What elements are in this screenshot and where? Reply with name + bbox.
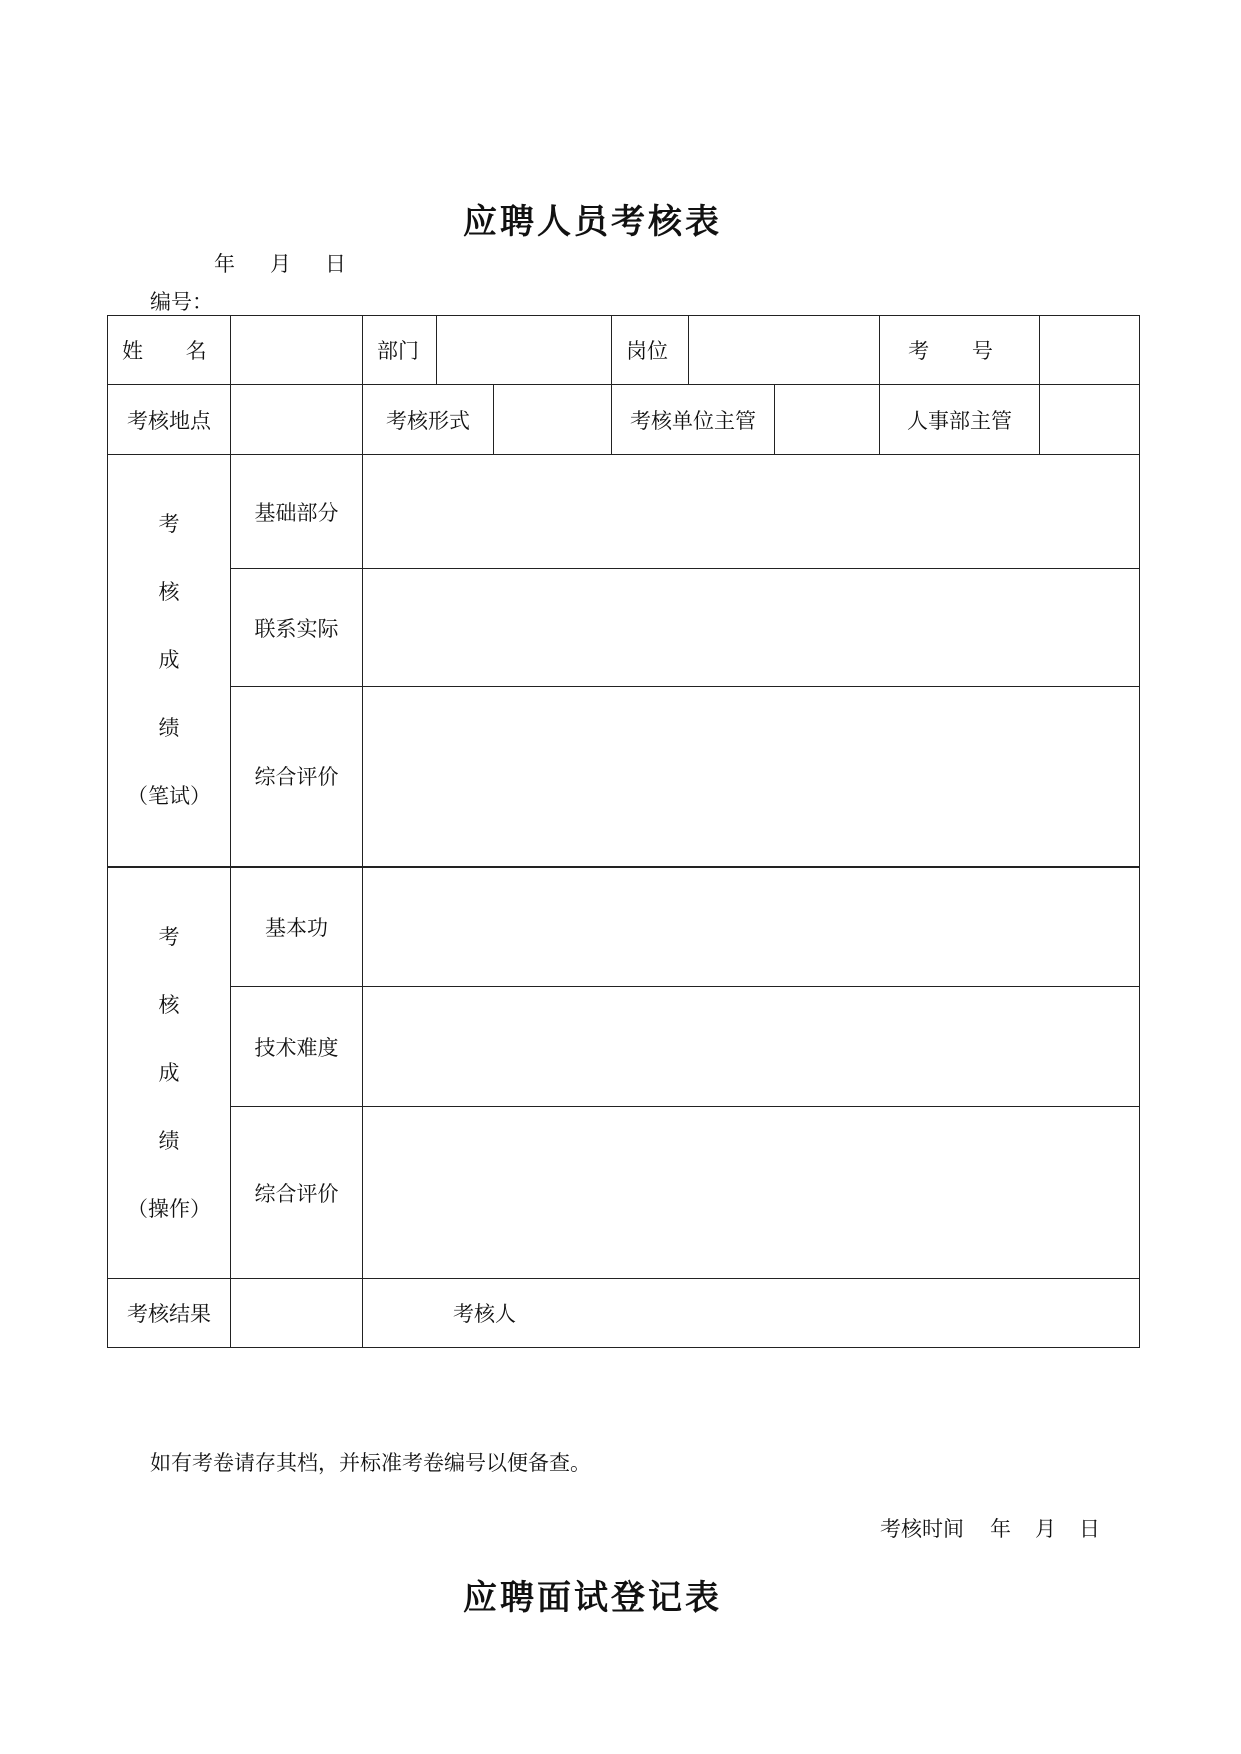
unit-head-value-cell[interactable]	[775, 385, 880, 455]
table-row-written-1	[108, 455, 1140, 569]
form-title: 应聘人员考核表	[463, 202, 722, 242]
department-label: 部门	[363, 316, 437, 385]
table-row-basic-info	[108, 316, 1140, 385]
table-row-written-3	[108, 687, 1140, 867]
location-value-cell[interactable]	[231, 385, 363, 455]
hr-head-label: 人事部主管	[880, 385, 1040, 455]
written-item-basic: 基础部分	[231, 455, 363, 569]
form-label: 考核形式	[363, 385, 494, 455]
position-value-cell[interactable]	[689, 316, 880, 385]
practical-score-label: 考 核 成 绩 （操作）	[108, 867, 231, 1279]
location-label: 考核地点	[108, 385, 231, 455]
written-item-overall: 综合评价	[231, 687, 363, 867]
exam-number-label: 考 号	[880, 316, 1040, 385]
table-row-practical-2	[108, 987, 1140, 1107]
exam-time-month: 月	[1035, 1517, 1056, 1541]
assessment-table	[107, 315, 1140, 1348]
written-overall-value-cell[interactable]	[363, 687, 1140, 867]
examiner-label: 考核人	[453, 1302, 516, 1326]
practical-fundamental-value-cell[interactable]	[363, 867, 1140, 987]
date-month: 月	[270, 252, 291, 276]
form-value-cell[interactable]	[494, 385, 612, 455]
serial-number-label: 编号：	[150, 290, 213, 314]
table-row-practical-1	[108, 867, 1140, 987]
table-row-result	[108, 1279, 1140, 1348]
written-practical-value-cell[interactable]	[363, 569, 1140, 687]
hr-head-value-cell[interactable]	[1040, 385, 1140, 455]
practical-item-overall: 综合评价	[231, 1107, 363, 1279]
result-label: 考核结果	[108, 1279, 231, 1348]
table-row-practical-3	[108, 1107, 1140, 1279]
name-value-cell[interactable]	[231, 316, 363, 385]
practical-item-fundamental: 基本功	[231, 867, 363, 987]
exam-time-label: 考核时间	[880, 1517, 964, 1541]
practical-difficulty-value-cell[interactable]	[363, 987, 1140, 1107]
exam-time-year: 年	[990, 1517, 1011, 1541]
department-value-cell[interactable]	[437, 316, 612, 385]
table-row-assessment-info	[108, 385, 1140, 455]
written-item-practical: 联系实际	[231, 569, 363, 687]
table-row-written-2	[108, 569, 1140, 687]
examiner-cell[interactable]	[363, 1279, 1140, 1348]
written-score-label: 考 核 成 绩 （笔试）	[108, 455, 231, 867]
practical-overall-value-cell[interactable]	[363, 1107, 1140, 1279]
archive-note: 如有考卷请存其档，并标准考卷编号以便备查。	[150, 1451, 591, 1475]
position-label: 岗位	[612, 316, 689, 385]
date-year: 年	[214, 252, 235, 276]
name-label: 姓 名	[108, 316, 231, 385]
practical-item-difficulty: 技术难度	[231, 987, 363, 1107]
exam-time-day: 日	[1079, 1517, 1100, 1541]
unit-head-label: 考核单位主管	[612, 385, 775, 455]
exam-number-value-cell[interactable]	[1040, 316, 1140, 385]
result-value-cell[interactable]	[231, 1279, 363, 1348]
written-basic-value-cell[interactable]	[363, 455, 1140, 569]
second-form-title: 应聘面试登记表	[463, 1578, 722, 1618]
date-day: 日	[325, 252, 346, 276]
